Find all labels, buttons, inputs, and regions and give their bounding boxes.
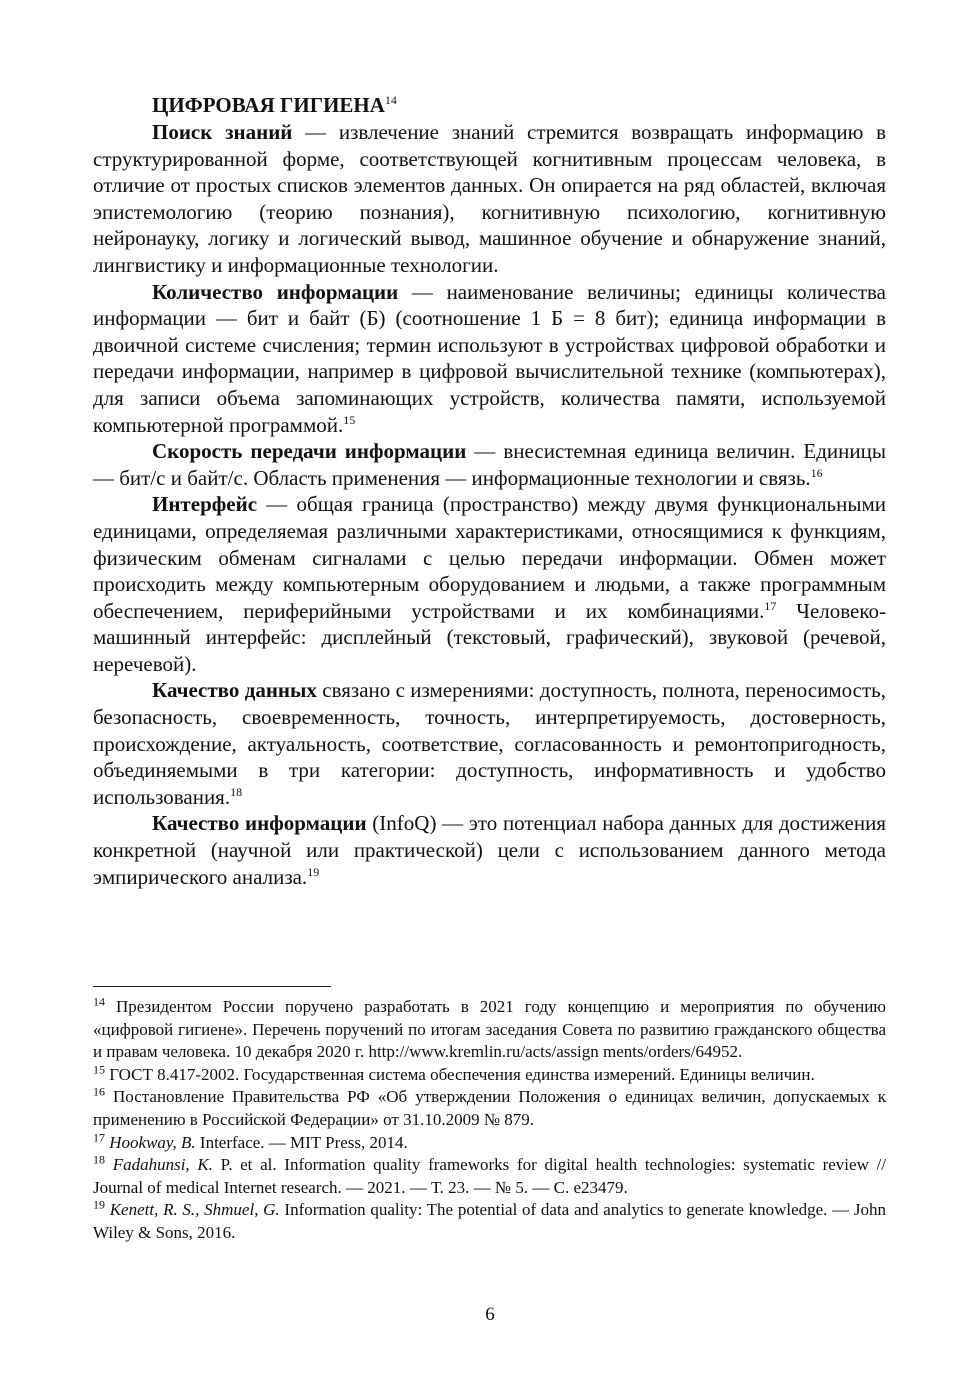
definition: связано с измерениями: доступность, полнота, переносимость, безопасность, своевременность, точность, интерпретируемость, достоверность, происхождение, актуальность, соответствие, согласованность и ремонтопригодность, объединяемыми в три категории: доступность, информативность и удобство использования. bbox=[93, 678, 886, 809]
footnote-number: 17 bbox=[93, 1129, 105, 1144]
paragraph-interface bbox=[93, 491, 886, 677]
footnote-number: 14 bbox=[93, 994, 105, 1009]
paragraph-knowledge-search bbox=[93, 119, 886, 279]
body-text bbox=[93, 119, 886, 890]
footnote-text: P. et al. Information quality frameworks for digital health technologies: systematic review // Journal of medical Internet research. — 2021. — Т. 23. — № 5. — С. e23479. bbox=[93, 1155, 886, 1197]
paragraph-transfer-speed bbox=[93, 438, 886, 491]
footnote-15 bbox=[93, 1064, 886, 1087]
footnote-ref: 16 bbox=[810, 465, 823, 480]
definition: — внесистемная единица величин. Единицы — бит/с и байт/с. Область применения — информационные технологии и связь. bbox=[93, 439, 886, 490]
footnote-number: 15 bbox=[93, 1062, 105, 1077]
footnote-author: Hookway, B. bbox=[105, 1132, 196, 1152]
term: Поиск знаний bbox=[152, 120, 293, 144]
footnote-separator bbox=[93, 986, 331, 987]
definition: (InfoQ) — это потенциал набора данных для достижения конкретной (научной или практической) цели с использованием данного метода эмпирического анализа. bbox=[93, 811, 886, 889]
page-number: 6 bbox=[485, 1304, 495, 1325]
definition: — общая граница (пространство) между двумя функциональными единицами, определяемая различными характеристиками, относящимися к функциям, физическим обменам сигналами с целью передачи информации. Обмен может происходить между компьютерным оборудованием и людьми, а также программным обеспечением, периферийными устройствами и их комбинациями. bbox=[93, 492, 886, 623]
heading-title: ЦИФРОВАЯ ГИГИЕНА bbox=[152, 93, 385, 117]
footnote-14 bbox=[93, 996, 886, 1064]
term: Качество информации bbox=[152, 811, 367, 836]
footnote-author: Kenett, R. S., Shmuel, G. bbox=[105, 1200, 280, 1220]
footnote-text: Interface. — MIT Press, 2014. bbox=[195, 1132, 408, 1152]
term: Интерфейс bbox=[152, 492, 258, 517]
footnote-number: 16 bbox=[93, 1084, 105, 1099]
footnote-number: 19 bbox=[93, 1197, 105, 1212]
heading-footnote-ref: 14 bbox=[384, 93, 397, 107]
definition-tail: Человеко-машинный интерфейс: дисплейный (текстовый, графический), звуковой (речевой, неречевой). bbox=[93, 598, 886, 676]
term: Качество данных bbox=[152, 678, 317, 703]
paragraph-information-quality bbox=[93, 810, 886, 890]
term: Количество информации bbox=[152, 279, 399, 304]
footnote-19 bbox=[93, 1199, 886, 1244]
footnote-number: 18 bbox=[93, 1152, 105, 1167]
footnote-text: Постановление Правительства РФ «Об утверждении Положения о единицах величин, допускаемых к применению в Российской Федерации» от 31.10.2009 № 879. bbox=[93, 1087, 886, 1129]
section-heading bbox=[152, 92, 397, 118]
footnotes bbox=[93, 996, 886, 1245]
footnote-17 bbox=[93, 1129, 886, 1155]
definition: — наименование величины; единицы количества информации — бит и байт (Б) (соотношение 1 Б = 8 бит); единица информации в двоичной системе счисления; термин используют в устройствах цифровой обработки и передачи информации, например в цифровой вычислительной технике (компьютерах), для записи объема запоминающих устройств, количества памяти, используемой компьютерной программой. bbox=[93, 279, 886, 437]
footnote-ref: 19 bbox=[307, 864, 320, 879]
definition: — извлечение знаний стремится возвращать информацию в структурированной форме, соответствующей когнитивным процессам человека, в отличие от простых списков элементов данных. Он опирается на ряд областей, включая эпистемологию (теорию познания), когнитивную психологию, когнитивную нейронауку, логику и логический вывод, машинное обучение и обнаружение знаний, лингвистику и информационные технологии. bbox=[93, 120, 886, 277]
footnote-ref: 15 bbox=[343, 412, 356, 427]
footnote-ref: 17 bbox=[764, 598, 777, 613]
term: Скорость передачи информации bbox=[152, 439, 467, 464]
footnote-18 bbox=[93, 1154, 886, 1199]
footnote-text: Президентом России поручено разработать в 2021 году концепцию и мероприятия по обучению «цифровой гигиене». Перечень поручений по итогам заседания Совета по развитию гражданского общества и правам человека. 10 декабря 2020 г. http://www.kremlin.ru/acts/assign ments/orders/64952. bbox=[93, 997, 886, 1062]
footnote-ref: 18 bbox=[230, 784, 243, 799]
footnote-text: ГОСТ 8.417-2002. Государственная система обеспечения единства измерений. Единицы величин. bbox=[105, 1064, 815, 1084]
footnote-16 bbox=[93, 1086, 886, 1131]
paragraph-data-quality bbox=[93, 677, 886, 810]
footnote-author: Fadahunsi, K. bbox=[105, 1155, 213, 1175]
paragraph-information-quantity bbox=[93, 279, 886, 439]
footnote-text: Information quality: The potential of data and analytics to generate knowledge. — John Wiley & Sons, 2016. bbox=[93, 1200, 886, 1242]
